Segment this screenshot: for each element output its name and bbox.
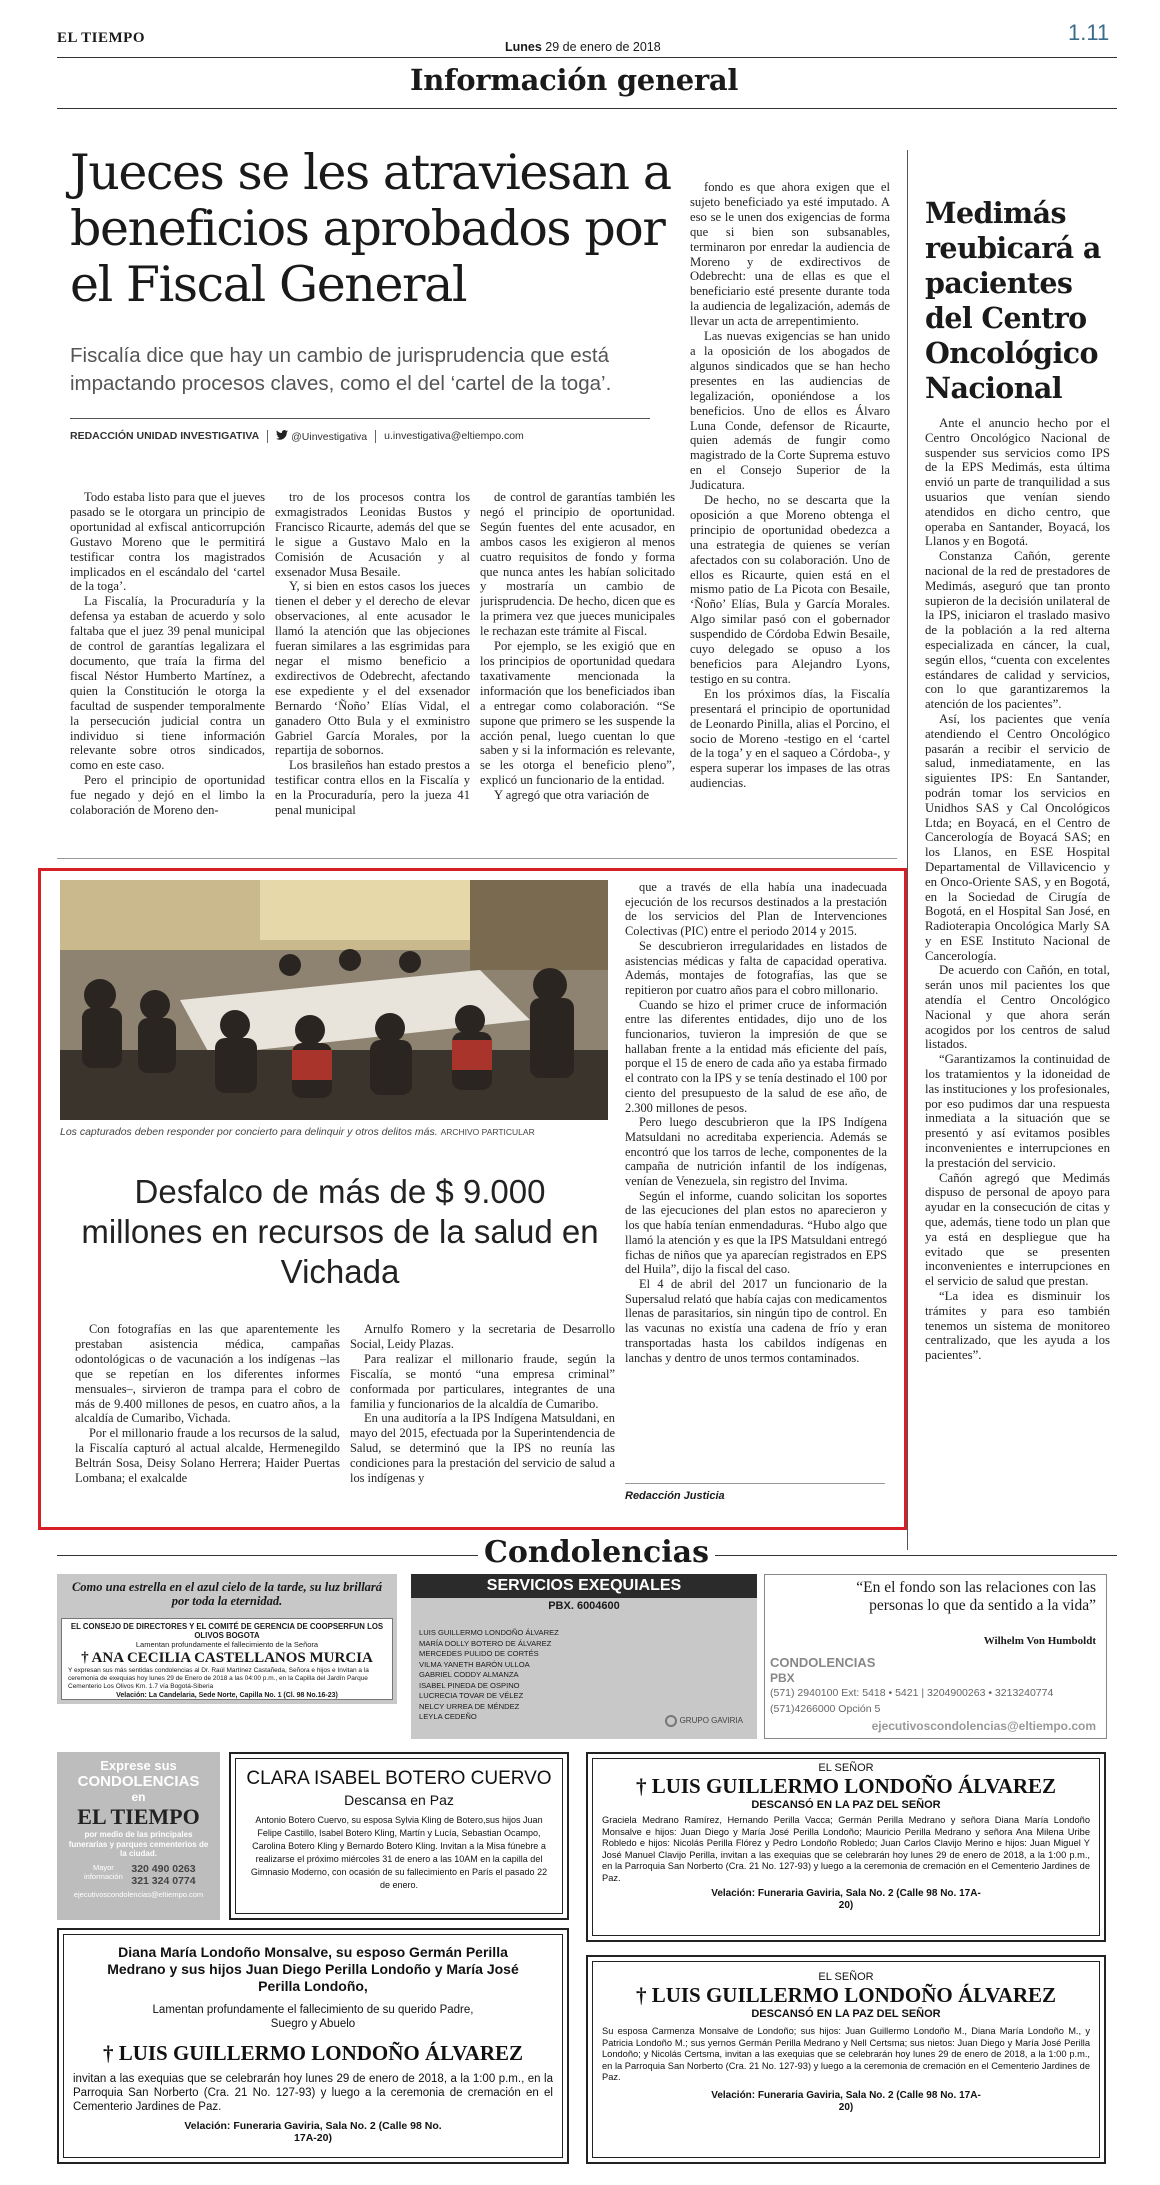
paragraph: “La idea es disminuir los trámites y para eso también tenemos un sistema de monitoreo centralizado, que les ayuda a los pacientes”. [925,1289,1110,1363]
lg1-name: † LUIS GUILLERMO LONDOÑO ÁLVAREZ [635,1774,1057,1798]
column-rule [907,150,908,1550]
small-ad-logo: EL TIEMPO [77,1804,200,1829]
logo-text: GRUPO GAVIRIA [679,1716,743,1726]
main-right-column [690,180,890,840]
coop-body: Y expresan sus más sentidas condolencias al Dr. Raúl Martínez Castañeda, Señora e hijos e Invitan a la ceremonia de exequias hoy lunes 29 de Enero de 2018 a las 04:00 p.m., en la Capilla del Jardín Parque Cementerio Los Olivos Km. 1.7 vía Bogotá-Siberia [68,1667,369,1690]
twitter-bird-icon [276,430,288,440]
servicios-pbx: PBX. 6004600 [548,1600,620,1612]
lg2-velacion: Velación: Funeraria Gaviria, Sala No. 2 (Calle 98 No. 17A-20) [184,2120,442,2144]
londono-notice-3 [586,1955,1106,2164]
paragraph: Según el informe, cuando solicitan los soportes de las ejecuciones del plan estos no aparecieron y los que había tenían enmendaduras. “Hubo algo que llamó la atención y es que la IPS Matsuldani entregó fichas de niños que ya aparecían registrados en EPS del Huila”, dijo la fiscal del caso. [625,1188,887,1277]
servicios-name: VILMA YANETH BARÓN ULLOA [419,1659,530,1669]
paragraph: Y agregó que otra variación de [494,788,650,803]
byline-email[interactable]: u.investigativa@eltiempo.com [375,430,524,443]
clara-name: CLARA ISABEL BOTERO CUERVO [246,1768,552,1789]
twitter-handle[interactable] [267,430,367,443]
lg3-velacion: Velación: Funeraria Gaviria, Sala No. 2 (Calle 98 No. 17A-20) [711,2089,981,2113]
lg1-body: Graciela Medrano Ramírez, Hernando Perilla Vacca; Germán Perilla Medrano y señora Diana María Londoño Monsalve e hijos: Juan Diego y María José Perilla Londoño; Mauricio Perilla Medrano y señora Ana Milena Uribe Robledo e hijos: Nicolás Perilla Flórez y Pedro Londoño Robledo; Juan Carlos Clavijo Merino e hijos: Juan Miguel Y José Manuel Clavijo Perilla, invitan a las exequias que se celebrarán hoy lunes 29 de enero de 2018, a la 1:00 p.m., en la Parroquia San Norberto (Cra. 21 No. 127-93) y luego a la ceremonia de cremación en el Cementerio Jardines de Paz. [602,1815,1090,1883]
caption-credit: ARCHIVO PARTICULAR [440,1127,535,1137]
byline-credit: REDACCIÓN UNIDAD INVESTIGATIVA [70,430,260,442]
lg1-sub: DESCANSÓ EN LA PAZ DEL SEÑOR [751,1799,941,1811]
paragraph: Y, si bien en estos casos los jueces tienen el deber y el derecho de elevar observaciones, al ente acusador le llamó la atención que las objeciones fueran similares a las esgrimidas para negar el mismo beneficio a exdirectivos de Odebrecht, afectando ese expediente y el del exsenador Bernardo ‘Ñoño’ Elías Vidal, el ganadero Otto Bula y el exministro Gabriel García Morales, por la repartija de sobornos. [275,579,470,758]
paragraph: Todo estaba listo para que el jueves pasado se le otorgara un principio de oportunidad al exfiscal anticorrupción Gustavo Moreno que le permitirá testificar contra los magistrados implicados en el escándalo del ‘cartel de la toga’. [70,490,265,594]
small-ad-line-2: CONDOLENCIAS [77,1773,200,1790]
paragraph: Los brasileños han estado prestos a testificar contra ellos en la Fiscalía y en la Procuraduría, pero la jueza 41 penal municipal [275,758,470,818]
main-column-2 [275,490,470,840]
servicios-title: SERVICIOS EXEQUIALES [411,1574,757,1598]
lg3-body: Su esposa Carmenza Monsalve de Londoño; sus hijos: Juan Guillermo Londoño M., Diana María Londoño M., y Patricia Londoño M.; sus yernos Germán Perilla Medrano y Nell Certsma; sus nietos: Juan Diego y María José Perilla Londoño; y Nicolás Certsma, invitan a las exequias que se celebrarán hoy lunes 29 de enero de 2018, a la 1:00 p.m., en la Parroquia San Norberto (Cra. 21 No. 127-93) y luego a la ceremonia de cremación en el Cementerio Jardines de Paz. [602,2026,1090,2082]
small-ad-phone-2: 321 324 0774 [131,1874,196,1887]
byline [70,430,524,443]
coop-velacion: Velación: La Candelaria, Sede Norte, Capilla No. 1 (Cl. 98 No.16-23) [116,1692,338,1699]
lg3-senor: EL SEÑOR [818,1971,874,1983]
lg1-senor: EL SEÑOR [818,1762,874,1774]
small-ad-line-5: por medio de las principales funerarias y parques cementerios de la ciudad. [68,1830,209,1858]
condolencias-ad [764,1574,1107,1739]
issue-date [505,40,661,54]
servicios-name: MERCEDES PULIDO DE CORTÉS [419,1649,539,1658]
main-column-1 [70,490,265,840]
paragraph: El 4 de abril del 2017 un funcionario de la Supersalud relató que había cajas con medicamentos llenas de parasitarios, sin ningún tipo de control. En las vacunas no existía una cadena de frío y eran transportadas hasta los cabildos indígenas en lanchas y dentro de unos termos contaminados. [625,1276,887,1365]
twitter-text: @Uinvestigativa [291,431,368,443]
paragraph: tro de los procesos contra los exmagistrados Leonidas Bustos y Francisco Ricaurte, además del que se le sigue a Gustavo Malo en la Comisión de Acusación y al exsenador Musa Besaile. [275,490,470,579]
grupo-gaviria-logo [665,1715,743,1727]
paragraph: Constanza Cañón, gerente nacional de la red de prestadores de Medimás, aseguró que tan pronto supieron de la decisión unilateral de la IPS, iniciaron el traslado masivo de la población a la red alterna especializada en cáncer, la cual, según ellos, “cuenta con excelentes estándares de calidad y servicios, con lo que garantizaremos la atención de los pacientes”. [925,549,1110,712]
lg2-name: † LUIS GUILLERMO LONDOÑO ÁLVAREZ [102,2041,524,2065]
paragraph: Cañón agregó que Medimás dispuso de personal de apoyo para ayudar en la consecución de citas y que, además, tiene todo un plan que ya está en despliegue que ha evitado que se presenten inconvenientes e interrupciones en el servicio de salud que prestan. [925,1170,1110,1289]
clara-notice [229,1752,569,1920]
paragraph: De hecho, no se descarta que la oposición a que Moreno obtenga el principio de oportunidad obedezca a una estrategia de quienes se verían afectados con su colaboración. Uno de ellos es Ricaurte, quien está en el mismo patio de La Picota con Besaile, ‘Ñoño’ Elías, Bula y García Morales. Algo similar pasó con el gobernador suspendido de Córdoba Edwin Besaile, cuyo delegado se opuso a los beneficios para Alejandro Lyons, testigo en su contra. [690,493,890,686]
side-body [925,416,1110,1464]
date-rest: 29 de enero de 2018 [545,40,661,54]
quote-text: “En el fondo son las relaciones con las personas lo que da sentido a la vida” [856,1579,1096,1614]
servicios-name: NELCY URREA DE MÉNDEZ [419,1701,520,1711]
servicios-name: LEYLA CEDEÑO [419,1712,477,1721]
paragraph: Por el millonario fraude a los recursos de la salud, la Fiscalía capturó al actual alcalde, Hermenegildo Beltrán Sosa, Deisy Solano Herrera; Haider Puertas Lombana; el exalcalde [75,1426,340,1486]
feature-headline: Desfalco de más de $ 9.000 millones en recursos de la salud en Vichada [81,1173,599,1290]
ad-email[interactable]: ejecutivoscondolencias@eltiempo.com [871,1719,1096,1733]
servicios-exequiales [411,1574,757,1739]
paragraph: Con fotografías en las que aparentemente les prestaban asistencia médica, campañas odontológicas o de vacunación a los indígenas –las que se repetían en los diferentes informes mensuales–, sirvieron de trampa para el cobro de más de 9.400 millones de pesos, en cuatro años, a la alcaldía de Cumaribo, Vichada. [75,1322,340,1426]
caption-text: Los capturados deben responder por concierto para delinquir y otros delitos más. [60,1126,438,1138]
date-day: Lunes [505,40,542,54]
el-tiempo-small-ad [57,1752,220,1920]
main-headline: Jueces se les atraviesan a beneficios aprobados por el Fiscal General [70,144,671,313]
paragraph: Se descubrieron irregularidades en listados de asistencias médicas y falta de capacidad operativa. Además, montajes de fotografías, las que se repitieron por cuatro años para el cobro millonario. [625,938,887,997]
servicios-name: MARÍA DOLLY BOTERO DE ÁLVAREZ [419,1638,552,1648]
coop-heading: EL CONSEJO DE DIRECTORES Y EL COMITÉ DE GERENCIA DE COOPSERFUN LOS OLIVOS BOGOTA [70,1622,384,1640]
main-dek: Fiscalía dice que hay un cambio de jurisprudencia que está impactando procesos claves, como el del ‘cartel de la toga’. [70,344,612,395]
lg3-sub: DESCANSÓ EN LA PAZ DEL SEÑOR [751,2008,941,2020]
small-ad-phone-1: 320 490 0263 [131,1862,196,1875]
clara-body: Antonio Botero Cuervo, su esposa Sylvia Kling de Botero,sus hijos Juan Felipe Castillo, Isabel Botero Kling, Martín y Lucía, Sebastian Ocampo, Carolina Botero Kling y Bernardo Botero Kling. Invitan a la Misa fúnebre a realizarse el próximo miércoles 31 de enero a las 10AM en la capilla del Gimnasio Moderno, con ocasión de su fallecimiento en París el pasado 22 de enero. [250,1815,548,1890]
lg2-body: invitan a las exequias que se celebrarán hoy lunes 29 de enero de 2018, a la 1:00 p.m., en la Parroquia San Norberto (Cra. 21 No. 127-93) y luego a la ceremonia de cremación en el Cementerio Jardines de Paz. [73,2073,553,2113]
paragraph: De acuerdo con Cañón, en total, serán unos mil pacientes los que atendía el Centro Oncológico Nacional y que ahora serán acogidos por los centros de salud listados. [925,963,1110,1052]
quote-author: Wilhelm Von Humboldt [983,1635,1096,1647]
small-ad-line-1: Exprese sus [100,1758,177,1773]
paragraph: Arnulfo Romero y la secretaria de Desarrollo Social, Leidy Plazas. [350,1322,615,1351]
paragraph: Ante el anuncio hecho por el Centro Oncológico Nacional de suspender sus servicios como IPS de la EPS Medimás, esta última envió un parte de tranquilidad a sus usuarios que venían siendo atendidos en dicho centro, que operaba en Santander, Boyacá, los Llanos y en Bogotá. [925,416,1110,549]
lg1-velacion: Velación: Funeraria Gaviria, Sala No. 2 (Calle 98 No. 17A-20) [711,1888,981,1911]
lg3-name: † LUIS GUILLERMO LONDOÑO ÁLVAREZ [635,1983,1057,2007]
poem-line: Como una estrella en el azul cielo de la tarde, su luz brillará por toda la eternidad. [71,1580,383,1608]
page-number: 1.11 [1068,20,1110,45]
section-title: Información general [410,63,739,97]
photo-caption [60,1126,620,1138]
lg2-head: Diana María Londoño Monsalve, su esposo Germán Perilla Medrano y sus hijos Juan Diego Perilla Londoño y María José Perilla Londoño, [107,1944,519,1994]
paragraph: que a través de ella había una inadecuada ejecución de los recursos destinados a la prestación de los servicios del Plan de Intervenciones Colectivas (PIC) entre el periodo 2014 y 2015. [625,880,887,939]
paragraph: de control de garantías también les negó el principio de oportunidad. Según fuentes del ente acusador, en ambos casos les exigieron al menos cuatro requisitos de fondo y forma que nunca antes les habían solicitado y mostraría un cambio de jurisprudencia. De hecho, dicen que es la primera vez que jueces municipales le rechazan este trámite al Fiscal. [480,490,675,639]
paragraph: Las nuevas exigencias se han unido a la oposición de los abogados de algunos sindicados que se han hecho presentes en las audiencias de legalización, oponiéndose a los beneficios. Uno de ellos es Álvaro Luna Conde, defensor de Ricaurte, quien además de fungir como magistrado de la Corte Suprema estuvo en el Consejo Superior de la Judicatura. [690,329,890,493]
paragraph: En una auditoría a la IPS Indígena Matsuldani, en mayo del 2015, efectuada por la Superintendencia de Salud, se determinó que la IPS no reunía las condiciones para la prestación del servicio de salud a los indígenas y [350,1411,615,1486]
paper-name: EL TIEMPO [57,30,145,46]
servicios-name: ISABEL PINEDA DE OSPINO [419,1680,520,1690]
coop-notice [57,1574,397,1704]
paragraph: Pero luego descubrieron que la IPS Indígena Matsuldani no acreditaba experiencia. Además se encontró que los tarros de leche, componentes de la campaña de nutrición infantil de los indígenas, venían de Venezuela, sin registro del Invima. [625,1115,887,1189]
feature-column-3 [625,880,887,1480]
photo-illustration [60,880,608,1120]
servicios-name: LUCRECIA TOVAR DE VÉLEZ [419,1691,524,1700]
servicios-name: GABRIEL CODDY ALMANZA [419,1670,519,1679]
paragraph: Pero el principio de oportunidad fue negado y dejó en el limbo la colaboración de Moreno den- [70,773,265,818]
ad-condolencias: CONDOLENCIAS [770,1655,876,1670]
lg2-lament: Lamentan profundamente el fallecimiento de su querido Padre, Suegro y Abuelo [152,2004,474,2030]
main-column-3 [480,490,675,840]
small-ad-line-3: en [131,1790,146,1804]
servicios-name: LUIS GUILLERMO LONDOÑO ÁLVAREZ [419,1628,559,1637]
coop-deceased-name: † ANA CECILIA CASTELLANOS MURCIA [81,1650,373,1666]
paragraph: Cuando se hizo el primer cruce de información entre las diferentes entidades, dijo uno de los funcionarios, tuvieron la impresión de que se hallaban frente a la entidad más eficiente del país, porque el 15 de enero de cada año ya estaba firmado el contrato con la IPS y se tenía destinado el 100 por ciento del presupuesto de la salud de ese año, de 2.300 millones de pesos. [625,997,887,1115]
servicios-names [419,1628,619,1723]
paragraph: En los próximos días, la Fiscalía presentará el principio de oportunidad de Leonardo Pinilla, alias el Porcino, el socio de Moreno -testigo en el ‘cartel de la toga’ y en el saqueo a Córdoba-, y espera superar los impases de las otras audiencias. [690,686,890,791]
small-ad-email[interactable]: ejecutivoscondolencias@eltiempo.com [73,1889,204,1899]
feature-credit: Redacción Justicia [625,1490,725,1502]
clara-sub: Descansa en Paz [344,1792,454,1808]
side-headline: Medimás reubicará a pacientes del Centro Oncológico Nacional [925,196,1101,405]
feature-column-2 [350,1322,615,1512]
paragraph: Para realizar el millonario fraude, según la Fiscalía, se montó “una empresa criminal” conformada por particulares, integrantes de una familia y funcionarios de la alcaldía de Cumaribo. [350,1351,615,1411]
condolencias-title: Condolencias [478,1535,715,1570]
feature-column-1 [75,1322,340,1512]
small-ad-info: Mayor información [83,1862,123,1881]
coop-sub: Lamentan profundamente el fallecimiento de la Señora [135,1640,319,1649]
paragraph: fondo es que ahora exigen que el sujeto beneficiado ya esté imputado. A eso se le unen dos exigencias de forma que si bien son subsanables, terminaron por enredar la audiencia de Moreno y de exdirectivos de Odebrecht: una de ellas es que el beneficiario esté presente durante toda la audiencia de legalización, además de llevar un acta de arrepentimiento. [690,180,890,329]
paragraph: “Garantizamos la continuidad de los tratamientos y la idoneidad de las instituciones y los profesionales, por eso pudimos dar una respuesta inmediata a la situación que se presentó y así evitamos posibles inconvenientes e interrupciones en la prestación del servicio. [925,1052,1110,1170]
ad-phones-2: (571)4266000 Opción 5 [770,1703,881,1715]
feature-photo [60,880,608,1120]
ad-phones-1: (571) 2940100 Ext: 5418 • 5421 | 3204900263 • 3213240774 [770,1687,1054,1699]
paragraph: La Fiscalía, la Procuraduría y la defensa ya estaban de acuerdo y solo faltaba que el juez 39 penal municipal de control de garantías legalizara el documento, que traía la firma del fiscal Néstor Humberto Martínez, a quien la Constitución le otorga la facultad de suspender temporalmente la persecución judicial contra un individuo si tiene información relevante sobre otros sindicados, como en este caso. [70,594,265,773]
ad-pbx: PBX [770,1671,795,1685]
paragraph: Por ejemplo, se les exigió que en los principios de oportunidad quedara taxativamente mencionada la información que los beneficiados iban a entregar como colaboración. “Se supone que primero se les suspende la acción penal, luego cuentan lo que saben y si la información es relevante, se les otorga el beneficio pleno”, explicó un funcionario de la entidad. [480,639,675,788]
londono-notice-2 [57,1928,569,2164]
paragraph: Así, los pacientes que venía atendiendo el Centro Oncológico pasarán a recibir el servicio de salud, inmediatamente, en las siguientes IPS: En Santander, podrán tomar los servicios en Unidhos SAS y Cal Oncológicos Ltda; en Boyacá, en el Centro de Cancerología de Boyacá SAS; en los Llanos, en ESE Hospital Departamental de Villavicencio y en Onco-Oriente SAS, y en Bogotá, en la Sociedad de Cirugía de Bogotá, en el Hospital San José, en Radioterapia Oncológica Marly SA y en ESE Instituto Nacional de Cancerología. [925,711,1110,963]
londono-notice-1 [586,1752,1106,1942]
